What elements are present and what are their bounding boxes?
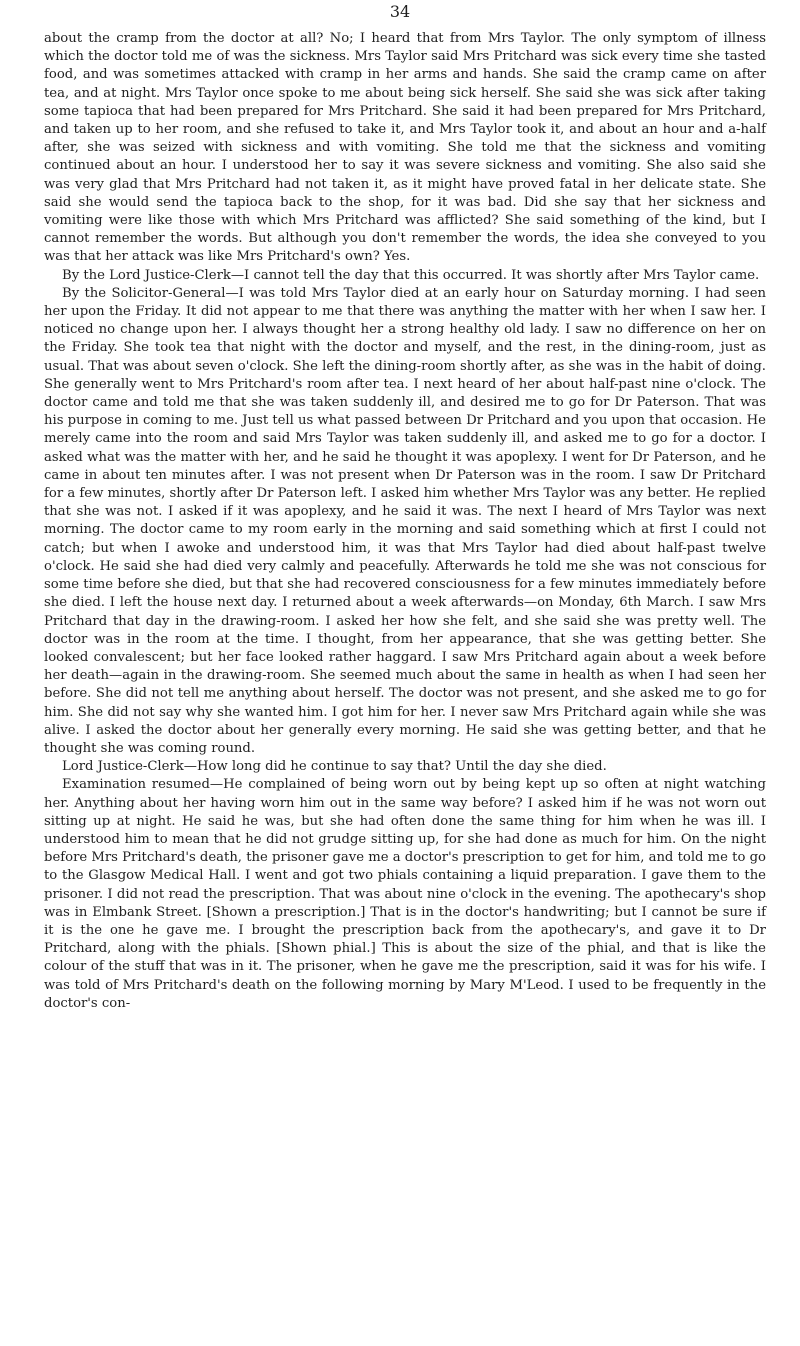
body-text [44,30,766,1013]
paragraph-4: Lord Justice-Clerk—How long did he continue to say that? Until the day she died. [62,759,607,775]
page-number: 34 [389,2,411,21]
paragraph-2: By the Lord Justice-Clerk—I cannot tell the day that this occurred. It was shortly after Mrs Taylor came. [62,267,760,283]
paragraph-1: about the cramp from the doctor at all? No; I heard that from Mrs Taylor. The only symptom of illness which the doctor told me of was the sickness. Mrs Taylor said Mrs Pritchard was sick every time she tasted food, and was sometimes attacked with cramp in her arms and hands. She said the cramp came on after tea, and at night. Mrs Taylor once spoke to me about being sick herself. She said she was sick after taking some tapioca that had been prepared for Mrs Pritchard. She said it had been prepared for Mrs Pritchard, and taken up to her room, and she refused to take it, and Mrs Taylor took it, and about an hour and a-half after, she was seized with sickness and with vomiting. She told me that the sickness and vomiting continued about an hour. I understood her to say it was severe sickness and vomiting. She also said she was very glad that Mrs Pritchard had not taken it, as it might have proved fatal in her delicate state. She said she would send the tapioca back to the shop, for it was bad. Did she say that her sickness and vomiting were like those with which Mrs Pritchard was afflicted? She said something of the kind, but I cannot remember the words. But although you don't remember the words, the idea she conveyed to you was that her attack was like Mrs Pritchard's own? Yes. [44,31,766,265]
paragraph-5: Examination resumed—He complained of being worn out by being kept up so often at night watching her. Anything about her having worn him out in the same way before? I asked him if he was not worn out sitting up at night. He said he was, but she had often done the same thing for him when he was ill. I understood him to mean that he did not grudge sitting up, for she had done as much for him. On the night before Mrs Pritchard's death, the prisoner gave me a doctor's prescription to get for him, and told me to go to the Glasgow Medical Hall. I went and got two phials containing a liquid preparation. I gave them to the prisoner. I did not read the prescription. That was about nine o'clock in the evening. The apothecary's shop was in Elmbank Street. [Shown a prescription.] That is in the doctor's handwriting; but I cannot be sure if it is the one he gave me. I brought the prescription back from the apothecary's, and gave it to Dr Pritchard, along with the phials. [Shown phial.] This is about the size of the phial, and that is like the colour of the stuff that was in it. The prisoner, when he gave me the prescription, said it was for his wife. I was told of Mrs Pritchard's death on the following morning by Mary M'Leod. I used to be frequently in the doctor's con- [44,777,766,1011]
paragraph-3: By the Solicitor-General—I was told Mrs Taylor died at an early hour on Saturday morning. I had seen her upon the Friday. It did not appear to me that there was anything the matter with her when I saw her. I noticed no change upon her. I always thought her a strong healthy old lady. I saw no difference on her on the Friday. She took tea that night with the doctor and myself, and the rest, in the dining-room, just as usual. That was about seven o'clock. She left the dining-room shortly after, as she was in the habit of doing. She generally went to Mrs Pritchard's room after tea. I next heard of her about half-past nine o'clock. The doctor came and told me that she was taken suddenly ill, and desired me to go for Dr Paterson. That was his purpose in coming to me. Just tell us what passed between Dr Pritchard and you upon that occasion. He merely came into the room and said Mrs Taylor was taken suddenly ill, and asked me to go for a doctor. I asked what was the matter with her, and he said he thought it was apoplexy. I went for Dr Paterson, and he came in about ten minutes after. I was not present when Dr Paterson was in the room. I saw Dr Pritchard for a few minutes, shortly after Dr Paterson left. I asked him whether Mrs Taylor was any better. He replied that she was not. I asked if it was apoplexy, and he said it was. The next I heard of Mrs Taylor was next morning. The doctor came to my room early in the morning and said something which at first I could not catch; but when I awoke and understood him, it was that Mrs Taylor had died about half-past twelve o'clock. He said she had died very calmly and peacefully. Afterwards he told me she was not conscious for some time before she died, but that she had recovered consciousness for a few minutes immediately before she died. I left the house next day. I returned about a week afterwards—on Monday, 6th March. I saw Mrs Pritchard that day in the drawing-room. I asked her how she felt, and she said she was pretty well. The doctor was in the room at the time. I thought, from her appearance, that she was getting better. She looked convalescent; but her face looked rather haggard. I saw Mrs Pritchard again about a week before her death—again in the drawing-room. She seemed much about the same in health as when I had seen her before. She did not tell me anything about herself. The doctor was not present, and she asked me to go for him. She did not say why she wanted him. I got him for her. I never saw Mrs Pritchard again while she was alive. I asked the doctor about her generally every morning. He said she was getting better, and that he thought she was coming round. [44,285,766,756]
